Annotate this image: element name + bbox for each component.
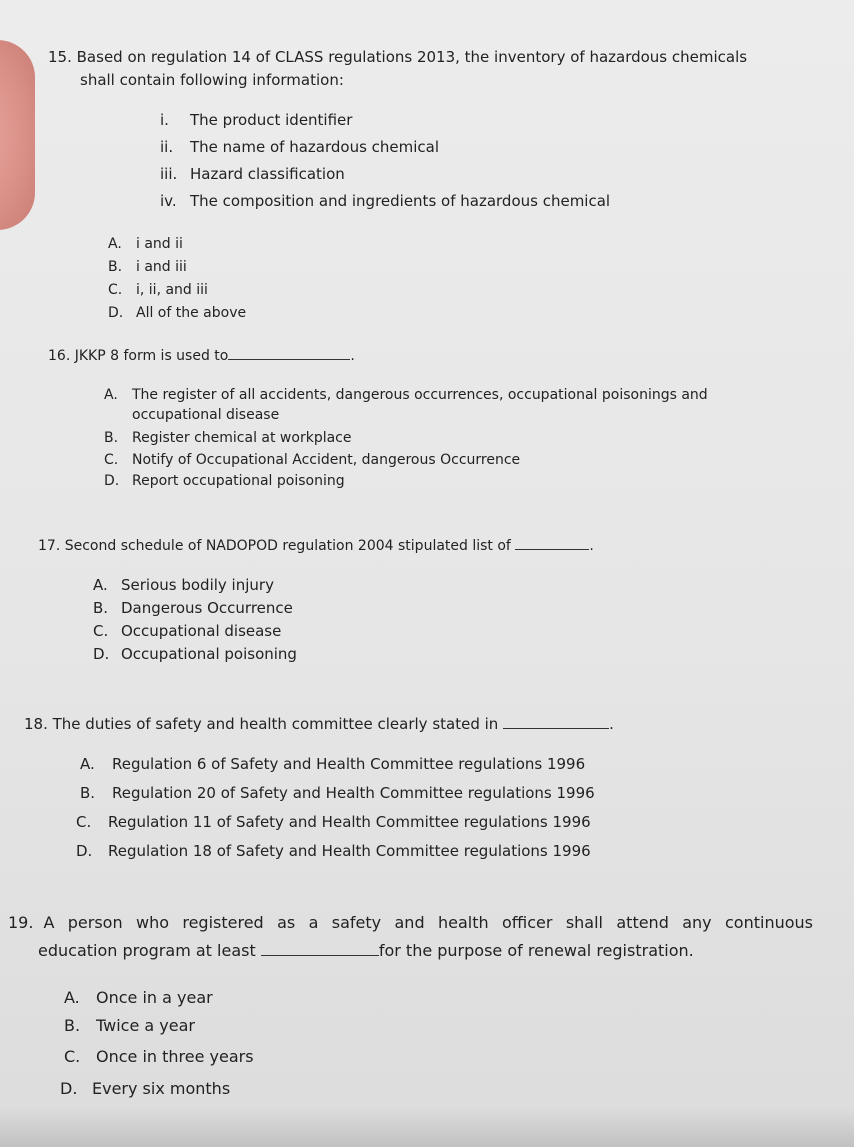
page-edge-shadow: [0, 1107, 854, 1147]
question-text: The duties of safety and health committee clearly stated in: [52, 715, 499, 733]
thumb-shadow: [0, 40, 35, 230]
question-stem: [38, 538, 594, 554]
answer-option: D. Regulation 18 of Safety and Health Committee regulations 1996: [76, 842, 591, 860]
answer-option: A. Once in a year: [64, 988, 213, 1007]
answer-option: D. Occupational poisoning: [93, 645, 297, 663]
question-number: 16.: [48, 348, 71, 364]
answer-option: D. Every six months: [60, 1079, 231, 1098]
question-stem: [8, 913, 813, 932]
answer-option: C. Notify of Occupational Accident, dangerous Occurrence: [104, 452, 521, 468]
answer-blank: [261, 955, 379, 956]
question-text: JKKP 8 form is used to: [74, 348, 229, 364]
blank-dot: .: [350, 348, 355, 364]
answer-option: B. i and iii: [108, 259, 187, 275]
question-number: 15.: [48, 48, 72, 66]
answer-option: C. Regulation 11 of Safety and Health Committee regulations 1996: [76, 813, 591, 831]
answer-option: C. Once in three years: [64, 1047, 254, 1066]
answer-option: C. Occupational disease: [93, 622, 282, 640]
answer-option: D. All of the above: [108, 305, 247, 321]
answer-option: B. Register chemical at workplace: [104, 430, 352, 446]
answer-blank: [228, 359, 350, 360]
question-number: 17.: [38, 538, 61, 554]
answer-option-continuation: occupational disease: [132, 407, 280, 423]
answer-blank: [503, 728, 609, 729]
question-text-line: A person who registered as a safety and health officer shall attend any continuous: [43, 913, 813, 932]
question-number: 18.: [24, 715, 48, 733]
answer-option: B. Twice a year: [64, 1016, 195, 1035]
answer-option: A. Regulation 6 of Safety and Health Committee regulations 1996: [80, 755, 586, 773]
answer-option: A. i and ii: [108, 236, 183, 252]
answer-option: A. The register of all accidents, dangerous occurrences, occupational poisonings and: [104, 387, 708, 403]
list-item: iv. The composition and ingredients of hazardous chemical: [160, 192, 611, 210]
question-text-line: education program at least for the purpose of renewal registration.: [38, 941, 694, 960]
question-stem: [24, 715, 614, 733]
list-item: i. The product identifier: [160, 111, 353, 129]
question-text: Second schedule of NADOPOD regulation 2004 stipulated list of: [64, 538, 511, 554]
question-text-line: shall contain following information:: [80, 71, 344, 89]
blank-dot: .: [609, 715, 614, 733]
answer-option: D. Report occupational poisoning: [104, 473, 345, 489]
question-stem: [48, 48, 773, 66]
answer-option: B. Regulation 20 of Safety and Health Committee regulations 1996: [80, 784, 595, 802]
answer-option: C. i, ii, and iii: [108, 282, 208, 298]
question-number: 19.: [8, 913, 34, 932]
answer-option: B. Dangerous Occurrence: [93, 599, 293, 617]
answer-option: A. Serious bodily injury: [93, 576, 274, 594]
blank-dot: .: [589, 538, 594, 554]
question-text-line: Based on regulation 14 of CLASS regulations 2013, the inventory of hazardous chemicals: [76, 48, 748, 66]
list-item: ii. The name of hazardous chemical: [160, 138, 440, 156]
question-stem: [48, 348, 355, 364]
answer-blank: [515, 549, 589, 550]
list-item: iii. Hazard classification: [160, 165, 345, 183]
